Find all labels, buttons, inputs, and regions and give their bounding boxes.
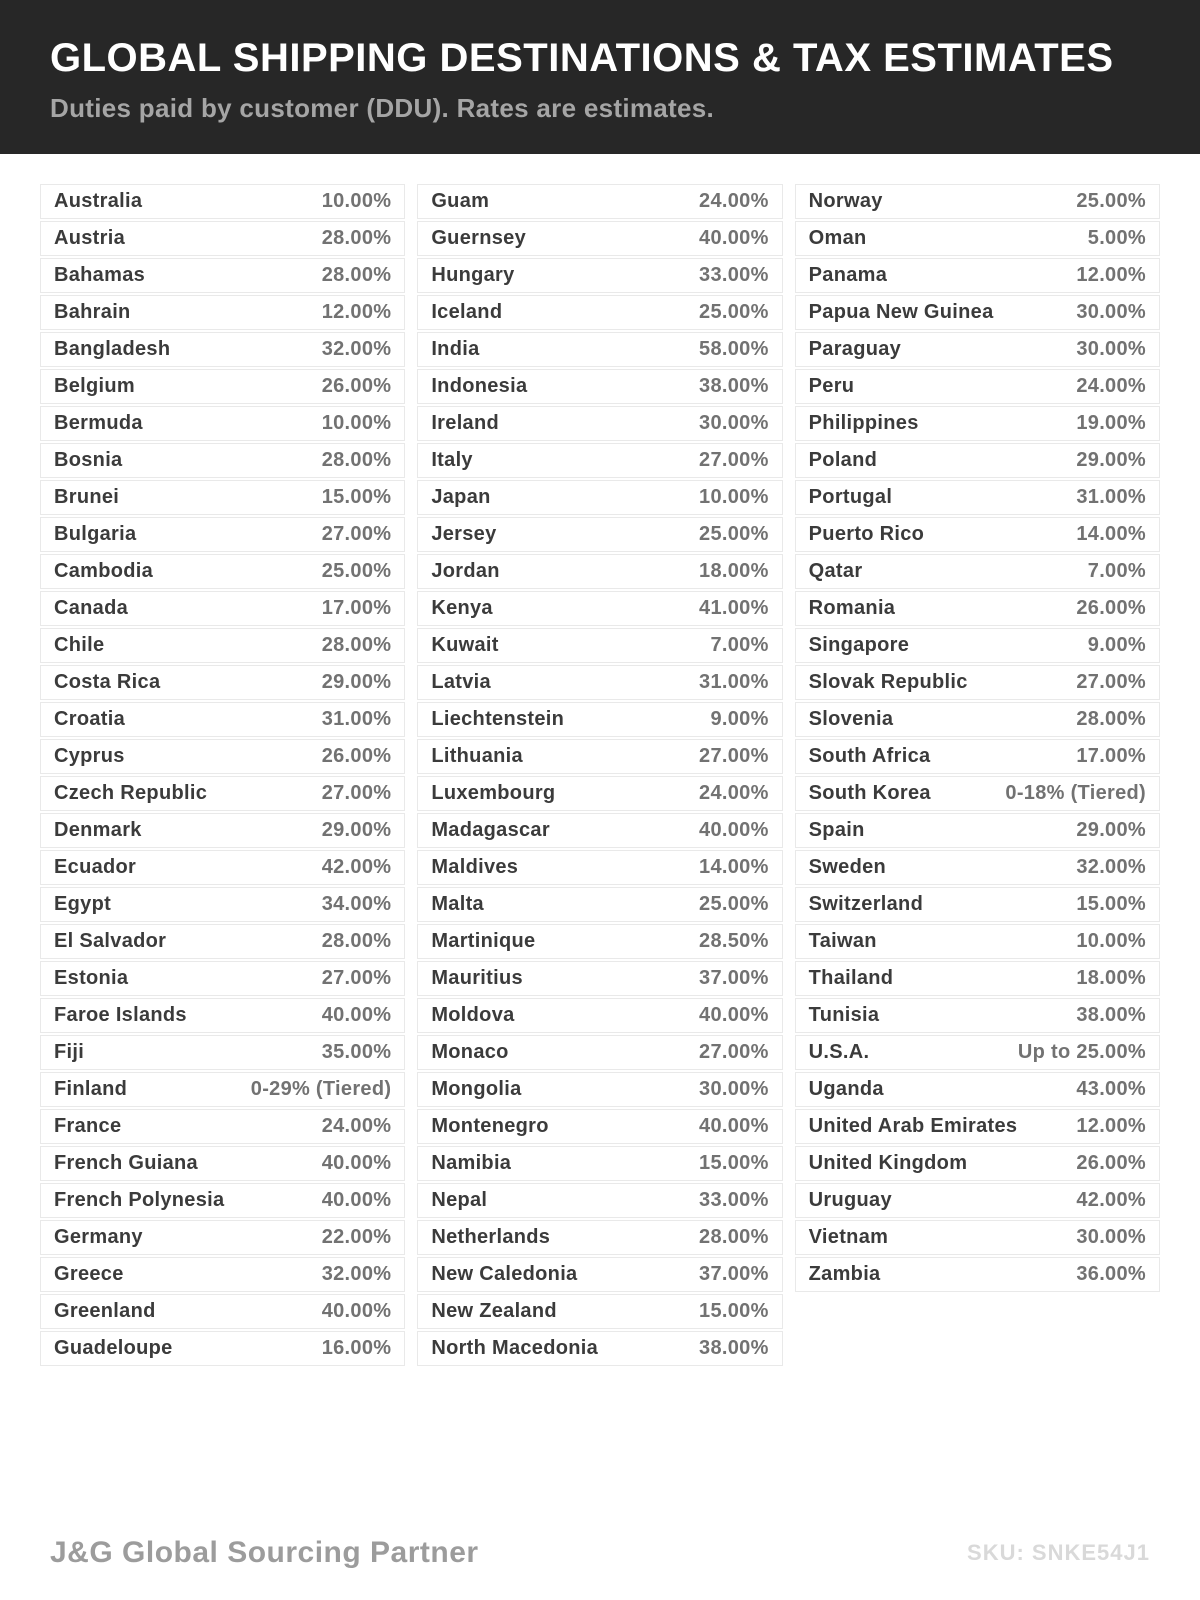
tax-rate: 26.00% [1076, 1152, 1146, 1174]
tax-rate: 24.00% [1076, 375, 1146, 397]
table-row [40, 1331, 405, 1366]
table-row [417, 813, 782, 848]
table-row [795, 221, 1160, 256]
tax-rate: 31.00% [1076, 486, 1146, 508]
table-row [417, 184, 782, 219]
country-name: Ireland [431, 412, 500, 434]
tax-rate: 28.00% [321, 449, 392, 471]
tax-rate: 40.00% [699, 819, 769, 841]
country-name: United Kingdom [808, 1152, 968, 1174]
table-row [795, 1146, 1160, 1181]
table-row [795, 554, 1160, 589]
country-name: Luxembourg [431, 782, 556, 804]
tax-rate: 24.00% [699, 782, 769, 804]
tax-rate: 9.00% [1087, 634, 1146, 656]
country-name: Kenya [431, 597, 493, 619]
table-row [40, 332, 405, 367]
table-row [40, 813, 405, 848]
tax-rate: 18.00% [1076, 967, 1146, 989]
tax-rate: 34.00% [321, 893, 392, 915]
tax-rate: 7.00% [1087, 560, 1146, 582]
table-row [795, 887, 1160, 922]
country-name: Brunei [54, 486, 120, 508]
country-name: Greenland [54, 1300, 156, 1322]
tax-rate: 28.00% [321, 930, 392, 952]
table-row [795, 443, 1160, 478]
tax-rate: 42.00% [1076, 1189, 1146, 1211]
tax-rate: 58.00% [699, 338, 769, 360]
country-name: New Caledonia [431, 1263, 578, 1285]
table-row [40, 1146, 405, 1181]
tax-rate: 15.00% [321, 486, 392, 508]
table-row [417, 406, 782, 441]
country-name: Paraguay [808, 338, 902, 360]
tax-rate: 0-29% (Tiered) [250, 1078, 392, 1100]
table-row [40, 1257, 405, 1292]
tax-rate: 29.00% [1076, 449, 1146, 471]
country-name: Madagascar [431, 819, 550, 841]
table-row [40, 369, 405, 404]
table-row [795, 702, 1160, 737]
table-row [795, 295, 1160, 330]
country-name: French Polynesia [54, 1189, 225, 1211]
table-row [795, 1220, 1160, 1255]
country-name: Kuwait [431, 634, 499, 656]
country-name: Japan [431, 486, 491, 508]
tax-column-3 [795, 184, 1160, 1294]
tax-rate: 32.00% [1076, 856, 1146, 878]
tax-rate: 28.00% [321, 227, 392, 249]
tax-rate: 30.00% [1076, 338, 1146, 360]
table-row [417, 887, 782, 922]
country-name: Indonesia [431, 375, 528, 397]
table-row [40, 406, 405, 441]
tax-rate: 25.00% [699, 523, 769, 545]
table-row [795, 998, 1160, 1033]
table-row [795, 184, 1160, 219]
table-row [417, 961, 782, 996]
table-row [40, 1072, 405, 1107]
tax-rate: 32.00% [321, 338, 392, 360]
tax-rate: 16.00% [321, 1337, 392, 1359]
country-name: Panama [808, 264, 888, 286]
tax-rate: 31.00% [321, 708, 392, 730]
country-name: Latvia [431, 671, 491, 693]
country-name: North Macedonia [431, 1337, 599, 1359]
tax-rate: 24.00% [699, 190, 769, 212]
country-name: Croatia [54, 708, 126, 730]
table-row [795, 1109, 1160, 1144]
tax-rate: 33.00% [699, 1189, 769, 1211]
country-name: Guadeloupe [54, 1337, 173, 1359]
brand-name: J&G Global Sourcing Partner [50, 1536, 479, 1569]
country-name: Mauritius [431, 967, 523, 989]
country-name: U.S.A. [808, 1041, 870, 1063]
table-row [417, 665, 782, 700]
tax-rate: 32.00% [321, 1263, 392, 1285]
country-name: Uganda [808, 1078, 884, 1100]
country-name: Netherlands [431, 1226, 551, 1248]
table-row [795, 1072, 1160, 1107]
table-row [795, 813, 1160, 848]
country-name: El Salvador [54, 930, 167, 952]
country-name: Chile [54, 634, 105, 656]
country-name: Italy [431, 449, 473, 471]
tax-rate: 22.00% [321, 1226, 392, 1248]
tax-rate: 10.00% [321, 190, 392, 212]
country-name: Malta [431, 893, 484, 915]
table-row [417, 591, 782, 626]
country-name: Estonia [54, 967, 129, 989]
tax-rate: 35.00% [321, 1041, 392, 1063]
country-name: Taiwan [808, 930, 877, 952]
tax-rate: 28.00% [321, 634, 392, 656]
tax-rate: 25.00% [321, 560, 392, 582]
tax-rate: 15.00% [699, 1152, 769, 1174]
page-subtitle: Duties paid by customer (DDU). Rates are estimates. [50, 93, 715, 123]
country-name: Oman [808, 227, 867, 249]
tax-rate: 27.00% [1076, 671, 1146, 693]
tax-rate: 30.00% [699, 412, 769, 434]
country-name: Bulgaria [54, 523, 137, 545]
table-row [795, 1035, 1160, 1070]
table-row [795, 850, 1160, 885]
tax-rate: 19.00% [1076, 412, 1146, 434]
tax-rate: 28.00% [321, 264, 392, 286]
table-row [40, 1220, 405, 1255]
table-row [417, 443, 782, 478]
tax-rate: 40.00% [321, 1152, 392, 1174]
country-name: Jordan [431, 560, 500, 582]
table-row [417, 850, 782, 885]
country-name: Maldives [431, 856, 519, 878]
tax-rate: 33.00% [699, 264, 769, 286]
table-row [417, 221, 782, 256]
table-row [40, 1109, 405, 1144]
table-row [40, 295, 405, 330]
country-name: Slovak Republic [808, 671, 968, 693]
country-name: South Korea [808, 782, 931, 804]
tax-rate: 14.00% [699, 856, 769, 878]
country-name: Jersey [431, 523, 497, 545]
page-title: GLOBAL SHIPPING DESTINATIONS & TAX ESTIMATES [50, 36, 1114, 80]
table-row [417, 1220, 782, 1255]
tax-rate: 37.00% [699, 1263, 769, 1285]
tax-rate: 27.00% [321, 782, 392, 804]
tax-table [0, 154, 1200, 1368]
table-row [795, 924, 1160, 959]
country-name: Guernsey [431, 227, 526, 249]
country-name: Cambodia [54, 560, 154, 582]
table-row [417, 1331, 782, 1366]
table-row [40, 739, 405, 774]
country-name: Portugal [808, 486, 893, 508]
tax-rate: 27.00% [321, 523, 392, 545]
tax-rate: 12.00% [1076, 1115, 1146, 1137]
country-name: Ecuador [54, 856, 137, 878]
tax-rate: 18.00% [699, 560, 769, 582]
tax-rate: 5.00% [1087, 227, 1146, 249]
tax-rate: 31.00% [699, 671, 769, 693]
table-row [40, 1183, 405, 1218]
table-row [40, 221, 405, 256]
country-name: Romania [808, 597, 896, 619]
tax-rate: 0-18% (Tiered) [1005, 782, 1146, 804]
tax-rate: 29.00% [321, 671, 392, 693]
table-row [417, 924, 782, 959]
tax-rate: 40.00% [321, 1189, 392, 1211]
country-name: Belgium [54, 375, 135, 397]
tax-rate: 25.00% [699, 893, 769, 915]
country-name: Spain [808, 819, 865, 841]
table-row [417, 369, 782, 404]
country-name: Peru [808, 375, 855, 397]
table-row [795, 739, 1160, 774]
tax-rate: 10.00% [1076, 930, 1146, 952]
tax-rate: 26.00% [321, 375, 392, 397]
tax-rate: 26.00% [1076, 597, 1146, 619]
country-name: Bahrain [54, 301, 131, 323]
table-row [40, 443, 405, 478]
table-row [795, 369, 1160, 404]
tax-rate: 38.00% [699, 375, 769, 397]
country-name: Qatar [808, 560, 863, 582]
sku-label: SKU: SNKE54J1 [967, 1540, 1150, 1565]
tax-rate: 10.00% [321, 412, 392, 434]
country-name: Bahamas [54, 264, 146, 286]
country-name: Canada [54, 597, 129, 619]
country-name: South Africa [808, 745, 931, 767]
country-name: Denmark [54, 819, 142, 841]
country-name: Lithuania [431, 745, 523, 767]
country-name: Hungary [431, 264, 515, 286]
table-row [40, 924, 405, 959]
country-name: Australia [54, 190, 143, 212]
table-row [795, 1257, 1160, 1292]
country-name: French Guiana [54, 1152, 198, 1174]
table-row [795, 480, 1160, 515]
table-row [40, 850, 405, 885]
tax-rate: 40.00% [699, 1004, 769, 1026]
country-name: France [54, 1115, 122, 1137]
country-name: United Arab Emirates [808, 1115, 1018, 1137]
tax-rate: Up to 25.00% [1017, 1041, 1146, 1063]
tax-rate: 30.00% [1076, 1226, 1146, 1248]
country-name: Poland [808, 449, 878, 471]
table-row [40, 665, 405, 700]
country-name: Puerto Rico [808, 523, 925, 545]
table-row [417, 628, 782, 663]
table-row [795, 406, 1160, 441]
table-row [417, 1146, 782, 1181]
country-name: Bermuda [54, 412, 143, 434]
table-row [795, 628, 1160, 663]
table-row [417, 295, 782, 330]
table-row [40, 961, 405, 996]
tax-rate: 40.00% [321, 1004, 392, 1026]
country-name: Zambia [808, 1263, 881, 1285]
country-name: Vietnam [808, 1226, 889, 1248]
country-name: Sweden [808, 856, 887, 878]
table-row [40, 1294, 405, 1329]
tax-rate: 28.50% [699, 930, 769, 952]
country-name: Philippines [808, 412, 919, 434]
country-name: Thailand [808, 967, 894, 989]
country-name: Moldova [431, 1004, 515, 1026]
table-row [417, 554, 782, 589]
table-row [795, 961, 1160, 996]
table-row [417, 739, 782, 774]
country-name: Cyprus [54, 745, 125, 767]
country-name: India [431, 338, 480, 360]
country-name: Monaco [431, 1041, 509, 1063]
table-row [795, 258, 1160, 293]
tax-rate: 27.00% [699, 1041, 769, 1063]
tax-rate: 12.00% [321, 301, 392, 323]
country-name: Czech Republic [54, 782, 208, 804]
country-name: Norway [808, 190, 883, 212]
tax-rate: 28.00% [1076, 708, 1146, 730]
table-row [795, 591, 1160, 626]
tax-rate: 29.00% [321, 819, 392, 841]
tax-rate: 25.00% [699, 301, 769, 323]
table-row [40, 1035, 405, 1070]
tax-rate: 10.00% [699, 486, 769, 508]
tax-rate: 29.00% [1076, 819, 1146, 841]
table-row [795, 665, 1160, 700]
footer [50, 1536, 1150, 1570]
tax-rate: 15.00% [1076, 893, 1146, 915]
tax-rate: 30.00% [699, 1078, 769, 1100]
tax-rate: 37.00% [699, 967, 769, 989]
table-row [417, 1035, 782, 1070]
tax-column-1 [40, 184, 405, 1368]
tax-rate: 24.00% [321, 1115, 392, 1137]
table-row [40, 591, 405, 626]
country-name: Bosnia [54, 449, 123, 471]
country-name: Switzerland [808, 893, 924, 915]
header [0, 0, 1200, 154]
tax-rate: 17.00% [1076, 745, 1146, 767]
country-name: Uruguay [808, 1189, 892, 1211]
country-name: Singapore [808, 634, 910, 656]
country-name: Tunisia [808, 1004, 880, 1026]
table-row [417, 332, 782, 367]
tax-rate: 27.00% [699, 449, 769, 471]
country-name: Iceland [431, 301, 503, 323]
country-name: Bangladesh [54, 338, 171, 360]
table-row [40, 517, 405, 552]
country-name: Greece [54, 1263, 124, 1285]
table-row [417, 1294, 782, 1329]
table-row [795, 1183, 1160, 1218]
table-row [40, 998, 405, 1033]
table-row [40, 258, 405, 293]
table-row [40, 554, 405, 589]
country-name: Fiji [54, 1041, 85, 1063]
country-name: Liechtenstein [431, 708, 565, 730]
table-row [795, 776, 1160, 811]
table-row [417, 258, 782, 293]
tax-rate: 30.00% [1076, 301, 1146, 323]
tax-rate: 26.00% [321, 745, 392, 767]
country-name: Faroe Islands [54, 1004, 187, 1026]
table-row [417, 998, 782, 1033]
tax-rate: 40.00% [699, 1115, 769, 1137]
table-row [417, 517, 782, 552]
country-name: Montenegro [431, 1115, 549, 1137]
country-name: Papua New Guinea [808, 301, 994, 323]
table-row [417, 776, 782, 811]
tax-rate: 41.00% [699, 597, 769, 619]
table-row [40, 628, 405, 663]
country-name: Namibia [431, 1152, 512, 1174]
country-name: Guam [431, 190, 490, 212]
tax-rate: 9.00% [710, 708, 769, 730]
table-row [40, 184, 405, 219]
table-row [40, 480, 405, 515]
tax-rate: 38.00% [699, 1337, 769, 1359]
country-name: Austria [54, 227, 126, 249]
tax-rate: 27.00% [321, 967, 392, 989]
tax-column-2 [417, 184, 782, 1368]
tax-rate: 40.00% [321, 1300, 392, 1322]
country-name: Martinique [431, 930, 536, 952]
tax-rate: 12.00% [1076, 264, 1146, 286]
tax-rate: 14.00% [1076, 523, 1146, 545]
table-row [40, 776, 405, 811]
tax-rate: 38.00% [1076, 1004, 1146, 1026]
table-row [417, 1183, 782, 1218]
tax-rate: 7.00% [710, 634, 769, 656]
table-row [40, 702, 405, 737]
tax-rate: 40.00% [699, 227, 769, 249]
table-row [417, 1072, 782, 1107]
table-row [417, 1257, 782, 1292]
tax-rate: 43.00% [1076, 1078, 1146, 1100]
tax-rate: 42.00% [321, 856, 392, 878]
country-name: Nepal [431, 1189, 488, 1211]
table-row [417, 1109, 782, 1144]
country-name: Finland [54, 1078, 128, 1100]
table-row [417, 480, 782, 515]
tax-rate: 15.00% [699, 1300, 769, 1322]
tax-rate: 36.00% [1076, 1263, 1146, 1285]
table-row [795, 332, 1160, 367]
country-name: Germany [54, 1226, 143, 1248]
table-row [40, 887, 405, 922]
table-row [795, 517, 1160, 552]
tax-rate: 25.00% [1076, 190, 1146, 212]
country-name: Mongolia [431, 1078, 522, 1100]
country-name: Costa Rica [54, 671, 161, 693]
tax-rate: 17.00% [321, 597, 392, 619]
country-name: Slovenia [808, 708, 894, 730]
country-name: Egypt [54, 893, 112, 915]
tax-rate: 28.00% [699, 1226, 769, 1248]
country-name: New Zealand [431, 1300, 557, 1322]
table-row [417, 702, 782, 737]
tax-rate: 27.00% [699, 745, 769, 767]
